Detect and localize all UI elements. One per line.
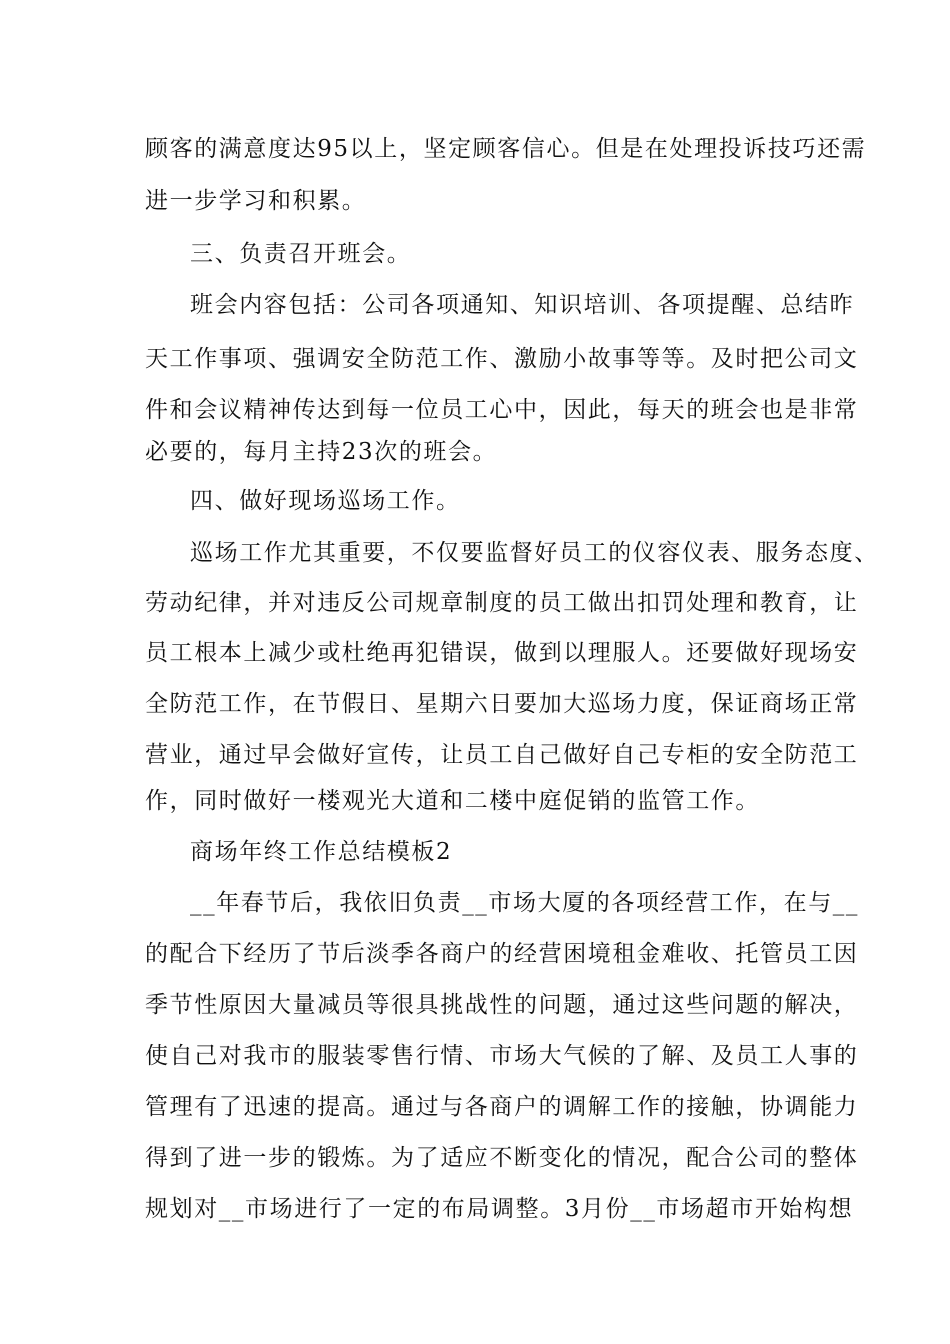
text-line: 得到了进一步的锻炼。为了适应不断变化的情况，配合公司的整体 bbox=[145, 1145, 859, 1171]
text-line: __年春节后，我依旧负责__市场大厦的各项经营工作，在与__ bbox=[190, 890, 859, 916]
text-line: 营业，通过早会做好宣传，让员工自己做好自己专柜的安全防范工 bbox=[145, 742, 859, 768]
text-line: 劳动纪律，并对违反公司规章制度的员工做出扣罚处理和教育，让 bbox=[145, 590, 859, 616]
text-line: 管理有了迅速的提高。通过与各商户的调解工作的接触，协调能力 bbox=[145, 1094, 859, 1120]
section-heading: 三、负责召开班会。 bbox=[190, 241, 412, 267]
text-line: 天工作事项、强调安全防范工作、激励小故事等等。及时把公司文 bbox=[145, 346, 859, 372]
text-line: 班会内容包括：公司各项通知、知识培训、各项提醒、总结昨 bbox=[190, 292, 855, 318]
text-line: 的配合下经历了节后淡季各商户的经营困境租金难收、托管员工因 bbox=[145, 941, 859, 967]
text-line: 全防范工作，在节假日、星期六日要加大巡场力度，保证商场正常 bbox=[145, 691, 859, 717]
text-line: 巡场工作尤其重要，不仅要监督好员工的仪容仪表、服务态度、 bbox=[190, 540, 879, 566]
text-line: 进一步学习和积累。 bbox=[145, 188, 367, 214]
text-line: 顾客的满意度达95以上，坚定顾客信心。但是在处理投诉技巧还需 bbox=[145, 136, 867, 162]
text-line: 员工根本上减少或杜绝再犯错误，做到以理服人。还要做好现场安 bbox=[145, 640, 859, 666]
text-line: 使自己对我市的服装零售行情、市场大气候的了解、及员工人事的 bbox=[145, 1043, 859, 1069]
text-line: 作，同时做好一楼观光大道和二楼中庭促销的监管工作。 bbox=[145, 788, 760, 814]
text-line: 必要的，每月主持23次的班会。 bbox=[145, 439, 498, 465]
text-line: 件和会议精神传达到每一位员工心中，因此，每天的班会也是非常 bbox=[145, 397, 859, 423]
text-line: 季节性原因大量减员等很具挑战性的问题，通过这些问题的解决， bbox=[145, 992, 859, 1018]
section-heading: 四、做好现场巡场工作。 bbox=[190, 488, 461, 514]
section-title: 商场年终工作总结模板2 bbox=[190, 839, 453, 865]
text-line: 规划对__市场进行了一定的布局调整。3月份__市场超市开始构想 bbox=[145, 1196, 854, 1222]
